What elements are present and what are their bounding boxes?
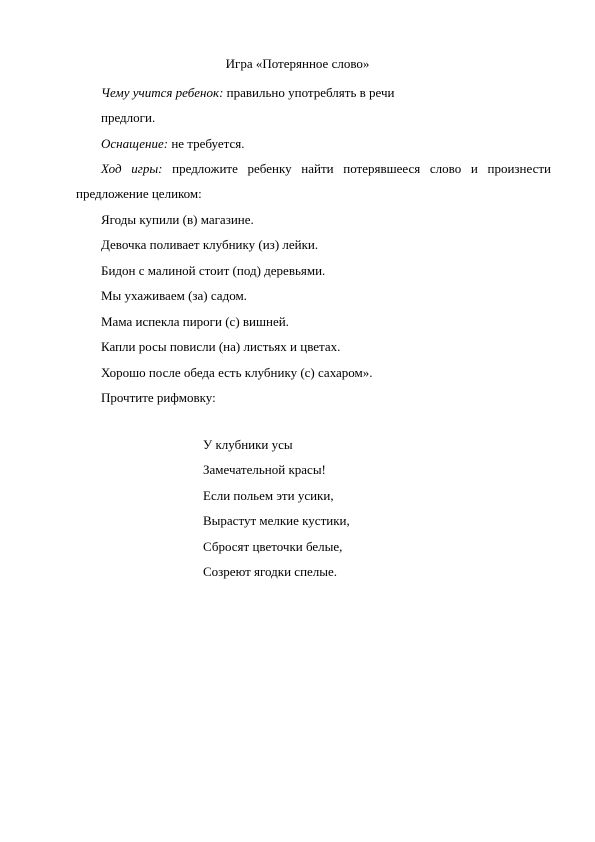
goal-label: Чему учится ребенок: <box>101 85 224 100</box>
poem-line: Замечательной красы! <box>203 462 326 477</box>
sentence-item: Девочка поливает клубнику (из) лейки. <box>101 237 319 252</box>
sentence-item: Хорошо после обеда есть клубнику (с) сахаром». <box>101 365 373 380</box>
poem-line: Вырастут мелкие кустики, <box>203 513 350 528</box>
sentence-item: Капли росы повисли (на) листьях и цветах. <box>101 339 341 354</box>
sentence-item: Мама испекла пироги (с) вишней. <box>101 314 289 329</box>
procedure-continuation: предложение целиком: <box>76 186 202 201</box>
poem-line: Созреют ягодки спелые. <box>203 564 338 579</box>
sentence-item: Ягоды купили (в) магазине. <box>101 212 254 227</box>
goal-continuation: предлоги. <box>101 110 156 125</box>
sentence-item: Мы ухаживаем (за) садом. <box>101 288 247 303</box>
equipment-label: Оснащение: <box>101 136 169 151</box>
goal-text: правильно употреблять в речи <box>223 85 395 100</box>
procedure-paragraph <box>101 161 551 177</box>
sentence-item: Бидон с малиной стоит (под) деревьями. <box>101 263 326 278</box>
poem-line: Сбросят цветочки белые, <box>203 539 343 554</box>
poem-line: У клубники усы <box>203 437 293 452</box>
goal-paragraph <box>101 85 394 101</box>
procedure-text: предложите ребенку найти потерявшееся слово и произнести <box>162 161 551 176</box>
procedure-label: Ход игры: <box>101 161 163 176</box>
document-title: Игра «Потерянное слово» <box>225 56 370 71</box>
equipment-text: не требуется. <box>168 136 245 151</box>
rhyme-intro: Прочтите рифмовку: <box>101 390 216 405</box>
equipment-paragraph <box>101 136 244 152</box>
poem-line: Если польем эти усики, <box>203 488 334 503</box>
